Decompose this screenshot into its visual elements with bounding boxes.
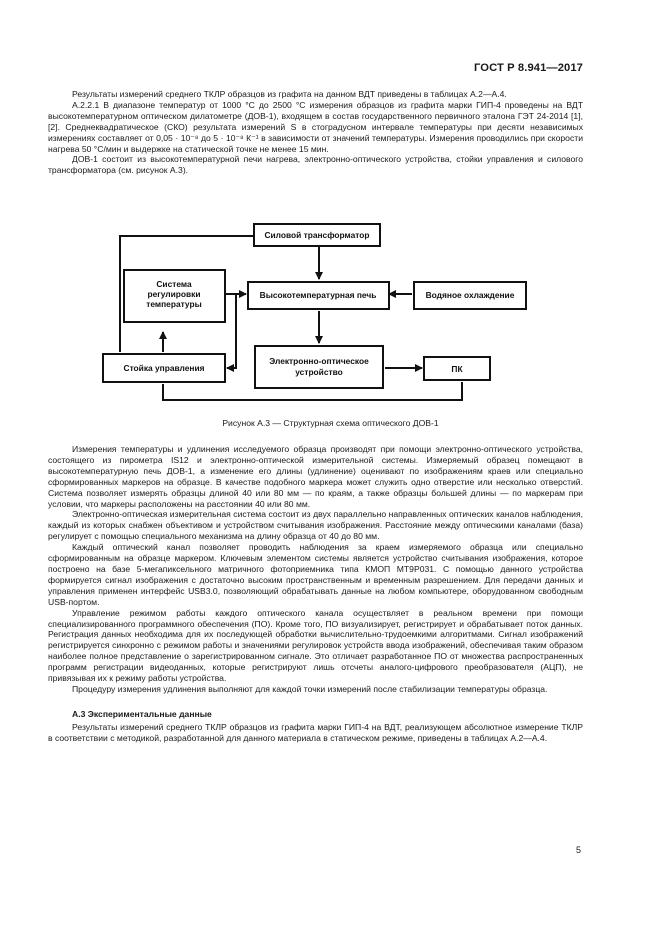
water-cooling-label: Водяное охлаждение — [425, 290, 515, 300]
paragraph: ДОВ-1 состоит из высокотемпературной печи нагрева, электронно-оптического устройства, стойки управления и силового трансформатора (см. рисунок А.3). — [48, 154, 583, 176]
furnace-label: Высокотемпературная печь — [259, 290, 377, 300]
paragraph: Каждый оптический канал позволяет проводить наблюдения за краем измеряемого образца или специально сформированным на образце маркером. Ключевым элементом системы является устройство считывания изображения, которое построено на базе 5-мегапиксельного матричного фотоприемника типа КМОП MT9P031. С помощью данного устройства формируется сигнал изображения с достаточно высоким пространственным и временным разрешением. Для передачи данных и управления применен интерфейс USB3.0, позволяющий обрабатывать данные на любом компьютере, оборудованном свободным USB-портом. — [48, 542, 583, 607]
optical-device-label-1: Электронно-оптическое — [269, 356, 369, 366]
standard-header: ГОСТ Р 8.941—2017 — [474, 62, 583, 74]
paragraph: Результаты измерений среднего ТКЛР образцов из графита на данном ВДТ приведены в таблицах А.2—А.4. — [72, 89, 507, 99]
paragraph: Результаты измерений среднего ТКЛР образцов из графита марки ГИП-4 на ВДТ, реализующем абсолютное измерение ТКЛР в соответствии с методикой, разработанной для данного материала в статическом режиме, приведены в таблицах А.2—А.4. — [48, 721, 583, 743]
paragraph: Электронно-оптическая измерительная система состоит из двух параллельно направленных оптических каналов наблюдения, каждый из которых снабжен объективом и устройством считывания изображения. Расстояние между оптическими каналами (база) регулирует с помощью специального механизма на длину образца от 40 до 80 мм. — [48, 509, 583, 542]
transformer-label: Силовой трансформатор — [264, 230, 370, 240]
pc-label: ПК — [451, 364, 463, 374]
paragraph: Измерения температуры и удлинения исследуемого образца производят при помощи электронно-оптического устройства, состоящего из пирометра IS12 и электронно-оптической измерительной системы. Измеряемый образец помещают в высокотемпературную печь ДОВ-1, а изменение его длины (удлинение) оценивают по изображениям краев или специально сформированных маркеров на образце. В качестве подобного маркера может служить одно отверстие или несколько отверстий. Система позволяет измерять образцы длиной 40 или 80 мм — по краям, а также образцы большей длины — по маркерам при условии, что маркеры расположены на расстоянии 40 или 80 мм. — [48, 444, 583, 509]
control-system-label-2: регулировки — [147, 289, 201, 299]
control-system-label-3: температуры — [146, 299, 202, 309]
control-rack-label: Стойка управления — [123, 363, 205, 373]
paragraph: Управление режимом работы каждого оптического канала осуществляет в реальном времени при помощи специализированного программного обеспечения (ПО). Кроме того, ПО визуализирует, регистрирует и обрабатывает поток данных. Регистрация данных необходима для их последующей обработки вычислительно-трудоемкими алгоритмами. Сигнал изображений регистрируется синхронно с режимом работы и значениями регулировок устройств ввода изображений, обеспечивая таким образом наиболее полное представление о зарегистрированном сигнале. Это отличает разработанное ПО от множества распространенных программ регистрации видеоданных, которые регистрируют лишь отсчеты аналого-цифрового преобразователя (АЦП), не привязывая их к режиму работы устройства. — [48, 607, 583, 684]
paragraph: А.2.2.1 В диапазоне температур от 1000 °С до 2500 °С измерения образцов из графита марки ГИП-4 проведены на ВДТ высокотемпературном оптическом дилатометре (ДОВ-1), входящем в состав государственного первичного эталона ГЭТ 24-2014 [1], [2]. Среднеквадратическое (СКО) результата измерений S в стоградусном интервале температуры при десяти независимых измерениях составляет от 0,05 · 10⁻⁸ до 5 · 10⁻⁸ К⁻¹ в зависимости от значений температуры. Измерения проводились при скорости нагрева 50 °С/мин и выдержке на статической точке не менее 15 мин. — [48, 99, 583, 154]
section-title: А.3 Экспериментальные данные — [72, 708, 212, 719]
paragraph: Процедуру измерения удлинения выполняют для каждой точки измерений после стабилизации температуры образца. — [72, 683, 548, 694]
figure-caption: Рисунок А.3 — Структурная схема оптического ДОВ-1 — [222, 418, 439, 428]
control-system-label-1: Система — [156, 279, 192, 289]
optical-device-label-2: устройство — [295, 367, 343, 377]
body-text — [48, 444, 583, 744]
control-to-rack-arrow — [225, 294, 236, 368]
page-number: 5 — [575, 845, 581, 855]
